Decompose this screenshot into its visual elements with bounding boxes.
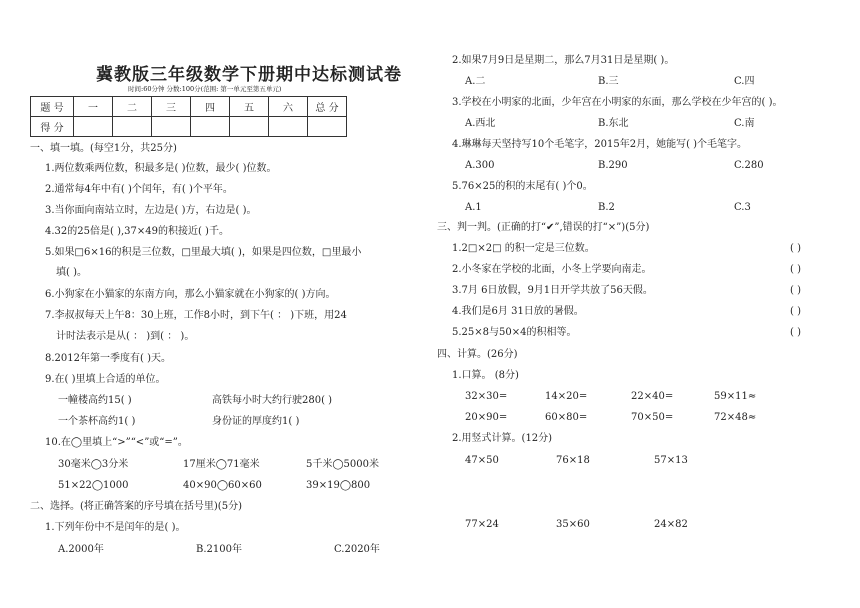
mental-math-item: 32×30= [465, 391, 508, 402]
score-header-cell: 四 [191, 97, 230, 117]
choice-option: B.290 [598, 160, 628, 171]
mental-math-item: 72×48≈ [714, 412, 757, 423]
choice-option: C.3 [734, 202, 751, 213]
score-cell[interactable] [230, 117, 269, 137]
compare-item: 40×90◯60×60 [183, 480, 262, 491]
choice-option: C.2020年 [334, 544, 380, 555]
choice-option: B.东北 [598, 118, 629, 129]
choice-option: A.2000年 [58, 544, 104, 555]
compare-item: 30毫米◯3分米 [58, 459, 129, 470]
section-3-heading: 三、判一判。(正确的打“✔”,错误的打“×”)(5分) [437, 222, 650, 233]
section-1-heading: 一、填一填。(每空1分，共25分) [30, 143, 177, 154]
compare-item: 51×22◯1000 [58, 480, 129, 491]
mental-math-heading: 1.口算。 (8分) [452, 370, 519, 381]
score-table-header-row [31, 97, 347, 117]
judge-item-1: 1.2□×2□ 的积一定是三位数。 [452, 243, 595, 254]
mental-math-item: 70×50= [631, 412, 674, 423]
score-table [30, 96, 347, 137]
score-cell[interactable] [269, 117, 308, 137]
vertical-calc-item: 47×50 [465, 455, 499, 466]
compare-item: 5千米◯5000米 [306, 459, 380, 470]
mental-math-item: 20×90= [465, 412, 508, 423]
fill-question-1: 1.两位数乘两位数，积最多是( )位数，最少( )位数。 [45, 163, 277, 174]
exam-title: 冀教版三年级数学下册期中达标测试卷 [96, 65, 402, 85]
choice-option: A.西北 [465, 118, 496, 129]
section-2-heading: 二、选择。(将正确答案的序号填在括号里)(5分) [30, 501, 242, 512]
unit-item: 一个茶杯高约1( ) [58, 416, 136, 427]
fill-question-5: 5.如果□6×16的积是三位数，□里最大填( )，如果是四位数，□里最小 [45, 247, 362, 258]
answer-bracket[interactable]: ( ) [790, 306, 801, 317]
score-row-label: 得 分 [31, 117, 74, 137]
fill-question-7-cont: 计时法表示是从( ： )到( ： )。 [56, 331, 195, 342]
score-header-cell: 五 [230, 97, 269, 117]
judge-item-4: 4.我们是6月 31日放的暑假。 [452, 306, 584, 317]
answer-bracket[interactable]: ( ) [790, 264, 801, 275]
mental-math-item: 22×40= [631, 391, 674, 402]
vertical-calc-item: 76×18 [556, 455, 590, 466]
mental-math-item: 59×11≈ [714, 391, 757, 402]
score-header-cell: 题 号 [31, 97, 74, 117]
score-header-cell: 总 分 [308, 97, 347, 117]
choice-question-1: 1.下列年份中不是闰年的是( )。 [45, 522, 186, 533]
choice-option: B.三 [598, 76, 619, 87]
score-header-cell: 六 [269, 97, 308, 117]
unit-item: 一幢楼高约15( ) [58, 395, 132, 406]
fill-question-9: 9.在( )里填上合适的单位。 [45, 374, 166, 385]
answer-bracket[interactable]: ( ) [790, 243, 801, 254]
choice-option: A.二 [465, 76, 486, 87]
compare-item: 17厘米◯71毫米 [183, 459, 260, 470]
vertical-calc-heading: 2.用竖式计算。(12分) [452, 433, 553, 444]
score-cell[interactable] [152, 117, 191, 137]
section-4-heading: 四、计算。(26分) [437, 349, 518, 360]
score-header-cell: 二 [113, 97, 152, 117]
fill-question-6: 6.小狗家在小猫家的东南方向，那么小猫家就在小狗家的( )方向。 [45, 289, 336, 300]
score-header-cell: 一 [74, 97, 113, 117]
fill-question-8: 8.2012年第一季度有( )天。 [45, 353, 171, 364]
fill-question-5-cont: 填( )。 [56, 267, 87, 278]
fill-question-7: 7.李叔叔每天上午8：30上班，工作8小时，到下午( ： )下班，用24 [45, 310, 347, 321]
choice-question-4: 4.琳琳每天坚持写10个毛笔字，2015年2月，她能写( )个毛笔字。 [452, 139, 748, 150]
judge-item-5: 5.25×8与50×4的积相等。 [452, 327, 577, 338]
choice-question-2: 2.如果7月9日是星期二，那么7月31日是星期( )。 [452, 55, 675, 66]
unit-item: 高铁每小时大约行驶280( ) [212, 395, 333, 406]
unit-item: 身份证的厚度约1( ) [212, 416, 300, 427]
vertical-calc-item: 24×82 [654, 519, 688, 530]
choice-question-3: 3.学校在小明家的北面，少年宫在小明家的东面，那么学校在少年宫的( )。 [452, 97, 783, 108]
answer-bracket[interactable]: ( ) [790, 327, 801, 338]
score-cell[interactable] [191, 117, 230, 137]
judge-item-2: 2.小冬家在学校的北面，小冬上学要向南走。 [452, 264, 652, 275]
fill-question-3: 3.当你面向南站立时，左边是( )方，右边是( )。 [45, 205, 257, 216]
vertical-calc-item: 77×24 [465, 519, 499, 530]
mental-math-item: 14×20= [545, 391, 588, 402]
choice-option: C.四 [734, 76, 755, 87]
fill-question-4: 4.32的25倍是( ),37×49的积接近( )千。 [45, 226, 229, 237]
vertical-calc-item: 35×60 [556, 519, 590, 530]
score-table-score-row [31, 117, 347, 137]
choice-option: C.280 [734, 160, 764, 171]
exam-subtitle: 时间:60分钟 分数:100分(范围: 第一单元至第五单元) [128, 85, 282, 93]
compare-item: 39×19◯800 [306, 480, 371, 491]
choice-option: A.1 [465, 202, 482, 213]
fill-question-10: 10.在◯里填上“>”“<”或“=”。 [45, 437, 188, 448]
vertical-calc-item: 57×13 [654, 455, 688, 466]
fill-question-2: 2.通常每4年中有( )个闰年，有( )个平年。 [45, 184, 233, 195]
choice-option: C.南 [734, 118, 755, 129]
choice-option: A.300 [465, 160, 495, 171]
score-cell[interactable] [308, 117, 347, 137]
answer-bracket[interactable]: ( ) [790, 285, 801, 296]
choice-question-5: 5.76×25的积的末尾有( )个0。 [452, 181, 593, 192]
score-cell[interactable] [113, 117, 152, 137]
choice-option: B.2100年 [196, 544, 242, 555]
mental-math-item: 60×80= [545, 412, 588, 423]
choice-option: B.2 [598, 202, 615, 213]
score-cell[interactable] [74, 117, 113, 137]
judge-item-3: 3.7月 6日放假，9月1日开学共放了56天假。 [452, 285, 653, 296]
score-header-cell: 三 [152, 97, 191, 117]
